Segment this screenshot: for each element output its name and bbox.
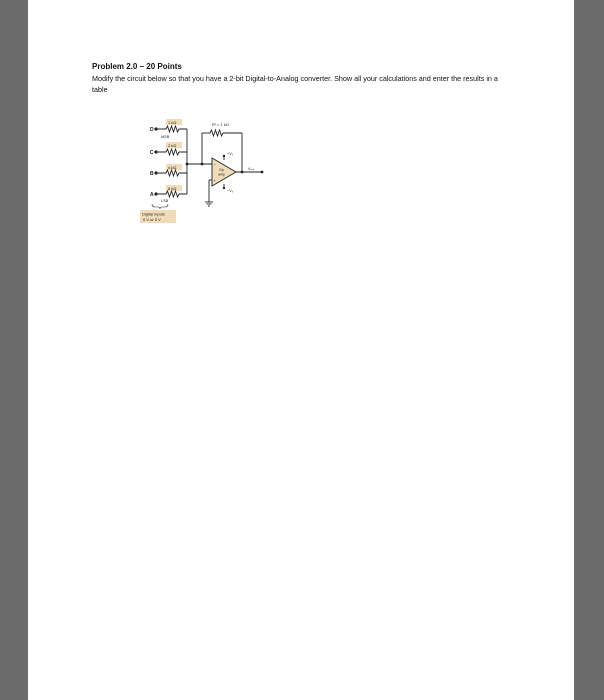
input-terminals bbox=[154, 127, 157, 195]
resistor-8k-label: 8 kΩ bbox=[168, 186, 177, 191]
input-a-label: A bbox=[150, 192, 154, 198]
problem-title: Problem 2.0 – 20 Points bbox=[92, 62, 182, 71]
opamp-label-line1: Op bbox=[219, 168, 224, 172]
svg-text:−: − bbox=[213, 162, 216, 167]
negative-supply-label: −Vₛ bbox=[227, 189, 234, 193]
document-page bbox=[28, 0, 574, 700]
svg-text:+: + bbox=[213, 178, 216, 183]
opamp-label-line2: amp bbox=[218, 172, 225, 177]
resistor-1k-label: 1 kΩ bbox=[168, 120, 177, 125]
resistor-2k-label: 2 kΩ bbox=[168, 143, 177, 148]
digital-inputs-brace bbox=[152, 204, 168, 209]
msb-label: MSB bbox=[161, 135, 170, 139]
lsb-label: LSB bbox=[161, 199, 169, 203]
input-d-label: D bbox=[150, 127, 154, 133]
resistor-4k-label: 4 kΩ bbox=[168, 165, 177, 170]
input-b-label: B bbox=[150, 171, 154, 177]
dac-circuit-diagram bbox=[114, 116, 264, 224]
problem-description: Modify the circuit below so that you have a 2-bit Digital-to-Analog converter. Show all your calculations and enter the results in a table bbox=[92, 74, 498, 94]
vout-label: Vₒᵤₜ bbox=[248, 167, 255, 171]
digital-inputs-label: Digital inputs bbox=[142, 211, 165, 217]
feedback-resistor-label: Rᶠ = 1 kΩ bbox=[212, 122, 229, 127]
input-c-label: C bbox=[150, 150, 154, 156]
positive-supply-label: +Vₛ bbox=[227, 152, 234, 156]
digital-inputs-range: 0 V or 5 V bbox=[143, 217, 161, 222]
